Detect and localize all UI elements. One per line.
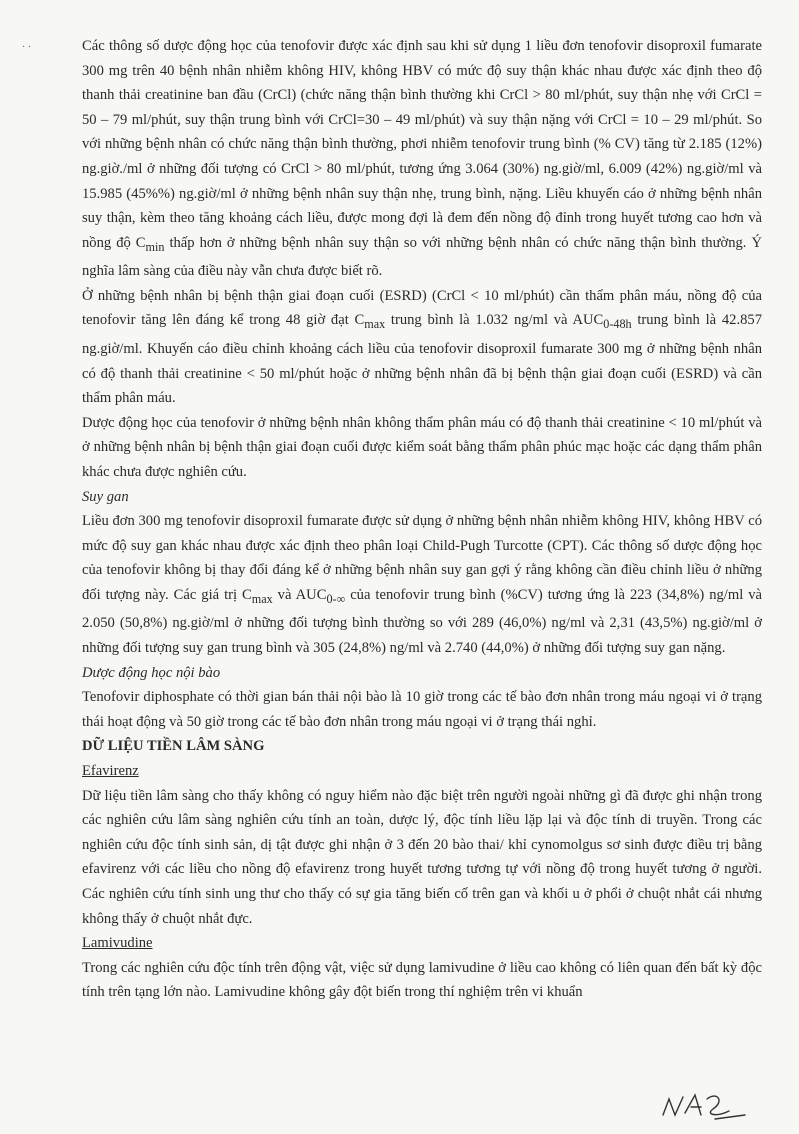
heading-preclinical-data: DỮ LIỆU TIỀN LÂM SÀNG xyxy=(82,738,265,755)
handwritten-signature xyxy=(655,1085,755,1125)
paragraph-esrd: Ở những bệnh nhân bị bệnh thận giai đoạn cuối (ESRD) (CrCl < 10 ml/phút) cần thẩm phân máu, nồng độ của tenofovir tăng lên đáng kể trong 48 giờ đạt $C_{max}$ trung bình là 1.032 ng/ml và $AUC_{0-48h}$ trung bình là 42.857 ng.giờ/ml. Khuyến cáo điều chỉnh khoảng cách liều của tenofovir disoproxil fumarate 300 mg ở những bệnh nhân có độ thanh thải creatinine < 50 ml/phút hoặc ở những bệnh nhân đã bị bệnh thận giai đoạn cuối (ESRD) và cần thẩm phân máu. xyxy=(82,287,762,407)
margin-marks: · · xyxy=(22,42,32,53)
heading-lamivudine: Lamivudine xyxy=(82,935,153,952)
document-body xyxy=(82,34,762,1005)
paragraph-intracellular: Tenofovir diphosphate có thời gian bán thải nội bào là 10 giờ trong các tế bào đơn nhân trong máu ngoại vi ở trạng thái hoạt động và 50 giờ trong các tế bào đơn nhân trong máu ngoại vi ở trạng thái nghỉ. xyxy=(82,689,762,730)
paragraph-hepatic: Liều đơn 300 mg tenofovir disoproxil fumarate được sử dụng ở những bệnh nhân nhiễm không HIV, không HBV có mức độ suy gan khác nhau được xác định theo phân loại Child-Pugh Turcotte (CPT). Các thông số dược động học của tenofovir không bị thay đổi đáng kể ở những bệnh nhân suy gan gợi ý rằng không cần điều chỉnh liều ở những đối tượng này. Các giá trị $C_{max}$ và $AUC_{0-\infty}$ của tenofovir trung bình (%CV) tương ứng là 223 (34,8%) ng/ml và 2.050 (50,8%) ng.giờ/ml ở những đối tượng bình thường so với 289 (46,0%) ng/ml và 2,31 (43,5%) ng.giờ/ml ở những đối tượng suy gan trung bình và 305 (24,8%) ng/ml và 2.740 (44,0%) ở những đối tượng suy gan nặng. xyxy=(82,513,763,656)
heading-efavirenz: Efavirenz xyxy=(82,762,139,779)
heading-hepatic-impairment: Suy gan xyxy=(82,488,129,505)
paragraph-dialysis: Dược động học của tenofovir ở những bệnh nhân không thẩm phân máu có độ thanh thải creatinine < 10 ml/phút và ở những bệnh nhân bị bệnh thận giai đoạn cuối được kiểm soát bằng thẩm phân phúc mạc hoặc các dạng thẩm phân khác chưa được nghiên cứu. xyxy=(82,414,762,480)
paragraph-renal-pk: Các thông số dược động học của tenofovir được xác định sau khi sử dụng 1 liều đơn tenofovir disoproxil fumarate 300 mg trên 40 bệnh nhân nhiễm không HIV, không HBV có mức độ suy thận khác nhau được xác định theo độ thanh thải creatinine ban đầu (CrCl) (chức năng thận bình thường khi CrCl > 80 ml/phút, suy thận nhẹ với CrCl = 50 – 79 ml/phút, suy thận trung bình với CrCl=30 – 49 ml/phút) và suy thận nặng với CrCl = 10 – 29 ml/phút. So với những bệnh nhân có chức năng thận bình thường, phơi nhiễm tenofovir trung bình (% CV) tăng từ 2.185 (12%) ng.giờ./ml ở những đối tượng có CrCl > 80 ml/phút, tương ứng 3.064 (30%) ng.giờ/ml, 6.009 (42%) ng.giờ/ml và 15.985 (45%%) ng.giờ/ml ở những bệnh nhân suy thận nhẹ, trung bình, nặng. Liều khuyến cáo ở những bệnh nhân suy thận, kèm theo tăng khoảng cách liều, được mong đợi là đem đến nồng độ đỉnh trong huyết tương cao hơn và nồng độ $C_{min}$ thấp hơn ở những bệnh nhân suy thận so với những bệnh nhân có chức năng thận bình thường. Ý nghĩa lâm sàng của điều này vẫn chưa được biết rõ. xyxy=(82,38,762,280)
paragraph-lamivudine: Trong các nghiên cứu độc tính trên động vật, việc sử dụng lamivudine ở liều cao không có liên quan đến bất kỳ độc tính trên tạng lớn nào. Lamivudine không gây đột biến trong thí nghiệm trên vi khuẩn xyxy=(82,959,762,1001)
heading-intracellular-pk: Dược động học nội bào xyxy=(82,664,221,681)
paragraph-efavirenz: Dữ liệu tiền lâm sàng cho thấy không có nguy hiểm nào đặc biệt trên người ngoài những gì đã được ghi nhận trong các nghiên cứu lâm sàng nghiên cứu tính an toàn, dược lý, độc tính liều lặp lại và độc tính di truyền. Trong các nghiên cứu độc tính sinh sản, dị tật được ghi nhận ở 3 đến 20 bào thai/ khỉ cynomolgus sơ sinh được điều trị bằng efavirenz với các liều cho nồng độ efavirenz trong huyết tương tương tự với nồng độ trong huyết tương ở người. Các nghiên cứu tính sinh ung thư cho thấy có sự gia tăng biến cố trên gan và khối u ở phổi ở chuột nhắt cái nhưng không thấy ở chuột nhắt đực. xyxy=(82,787,762,927)
